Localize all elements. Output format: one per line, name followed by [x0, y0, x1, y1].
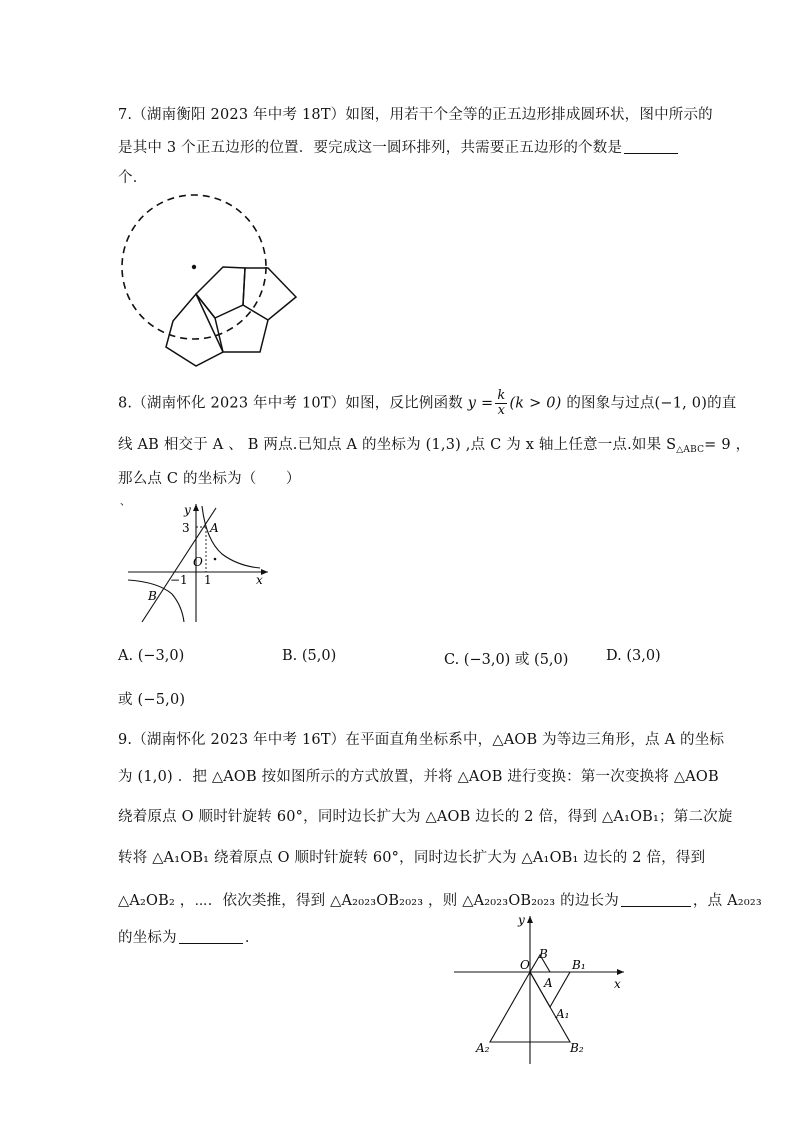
origin-label: O	[193, 555, 203, 569]
q8-line-1-text: 8.（湖南怀化 2023 年中考 10T）如图，反比例函数	[118, 395, 463, 412]
point-B-label: B	[539, 947, 548, 961]
q8-line-1	[118, 389, 737, 418]
q9-graph	[450, 908, 630, 1068]
tick-mark: 、	[120, 497, 130, 508]
q8-line-1-b: 的图象与过点	[566, 395, 655, 412]
q9-line-5-text: △A₂OB₂ ，⋯．依次类推，得到 △A₂₀₂₃OB₂₀₂₃ ，则 △A₂₀₂₃OB₂₀₂₃ 的边长为	[118, 893, 619, 909]
q9-line-2: 为 (1,0) ．把 △AOB 按如图所示的方式放置，并将 △AOB 进行变换：第一次变换将 △AOB	[118, 769, 719, 785]
q8-condition: (k > 0)	[509, 395, 562, 412]
q9-line-3: 绕着原点 O 顺时针旋转 60°，同时边长扩大为 △AOB 边长的 2 倍，得到 △A₁OB₁；第二次旋	[118, 809, 733, 825]
option-d[interactable]	[606, 648, 661, 664]
q8-line-2	[118, 433, 750, 455]
q9-line-5-end: ，点 A₂₀₂₃	[692, 893, 762, 909]
q7-answer-blank	[624, 139, 678, 154]
option-b[interactable]	[282, 648, 336, 664]
q9-line-6-end: ．	[244, 930, 260, 946]
point-B2-label: B₂	[570, 1041, 584, 1055]
point-A-label: A	[544, 976, 553, 990]
x-axis-label: x	[614, 977, 621, 991]
pentagon-3	[166, 294, 223, 366]
point-A1-label: A₁	[556, 1007, 570, 1021]
y-tick-3: 3	[182, 521, 190, 535]
x-tick-neg1: −1	[170, 573, 188, 587]
point-B1-label: B₁	[572, 958, 586, 972]
option-d-value: (3,0)	[626, 648, 661, 664]
point-A-label: A	[210, 521, 219, 535]
q7-line-2	[118, 136, 678, 157]
q7-line-1: 7.（湖南衡阳 2023 年中考 18T）如图，用若干个全等的正五边形排成圆环状，图中所示的	[118, 107, 713, 123]
q9-line-4: 转将 △A₁OB₁ 绕着原点 O 顺时针旋转 60°，同时边长扩大为 △A₁OB₁ 边长的 2 倍，得到	[118, 850, 706, 866]
option-d-label: D.	[606, 648, 622, 664]
option-a[interactable]	[118, 648, 184, 664]
option-a-label: A.	[118, 648, 134, 664]
point-B-label: B	[148, 589, 157, 603]
q7-pentagon-figure	[110, 188, 310, 378]
option-c-label: C.	[444, 652, 460, 668]
x-axis-label: x	[256, 573, 263, 587]
option-c[interactable]	[444, 648, 568, 669]
y-axis-arrow	[193, 504, 199, 511]
circle-center-dot	[192, 265, 196, 269]
q8-line-2-text: 线 AB 相交于 A 、 B 两点.已知点 A 的坐标为 (1,3) ,点 C 为 x 轴上任意一点.如果 S	[118, 437, 677, 453]
q9-blank-side	[621, 892, 691, 907]
q8-line-3: 那么点 C 的坐标为（ ）	[118, 471, 301, 487]
q9-line-1: 9.（湖南怀化 2023 年中考 16T）在平面直角坐标系中，△AOB 为等边三角形，点 A 的坐标	[118, 732, 725, 748]
option-c-value: (−3,0) 或 (5,0)	[463, 652, 569, 668]
q8-func: y =	[467, 395, 494, 412]
x-tick-1: 1	[204, 573, 212, 587]
q9-line-6	[118, 926, 260, 947]
q8-graph	[118, 496, 278, 626]
pentagon-link	[223, 320, 268, 352]
q9-line-5	[118, 889, 762, 910]
y-axis-label: y	[184, 503, 191, 517]
y-axis-label: y	[518, 913, 525, 927]
q9-line-6-text: 的坐标为	[118, 930, 177, 946]
q8-fraction	[495, 389, 507, 418]
q8-frac-den: x	[497, 403, 506, 418]
option-b-value: (5,0)	[301, 648, 337, 664]
q8-point: (−1, 0)	[654, 395, 708, 412]
option-b-label: B.	[282, 648, 298, 664]
option-a-value: (−3,0)	[137, 648, 185, 664]
q8-area-sub: △ABC	[676, 445, 705, 455]
option-d-continued: 或 (−5,0)	[118, 692, 186, 708]
q8-line-2-end: = 9 ，	[704, 437, 751, 453]
q9-blank-coord	[179, 929, 243, 944]
point-A2-label: A₂	[476, 1041, 490, 1055]
q8-frac-num: k	[497, 388, 506, 403]
q8-line-1-c: 的直	[707, 395, 737, 412]
q7-line-3: 个．	[118, 170, 148, 186]
stray-dot	[214, 558, 217, 561]
origin-label: O	[520, 958, 530, 972]
x-axis-arrow	[617, 969, 624, 975]
q7-line-2-text: 是其中 3 个正五边形的位置．要完成这一圆环排列，共需要正五边形的个数是	[118, 140, 623, 156]
y-axis-arrow	[527, 916, 533, 923]
